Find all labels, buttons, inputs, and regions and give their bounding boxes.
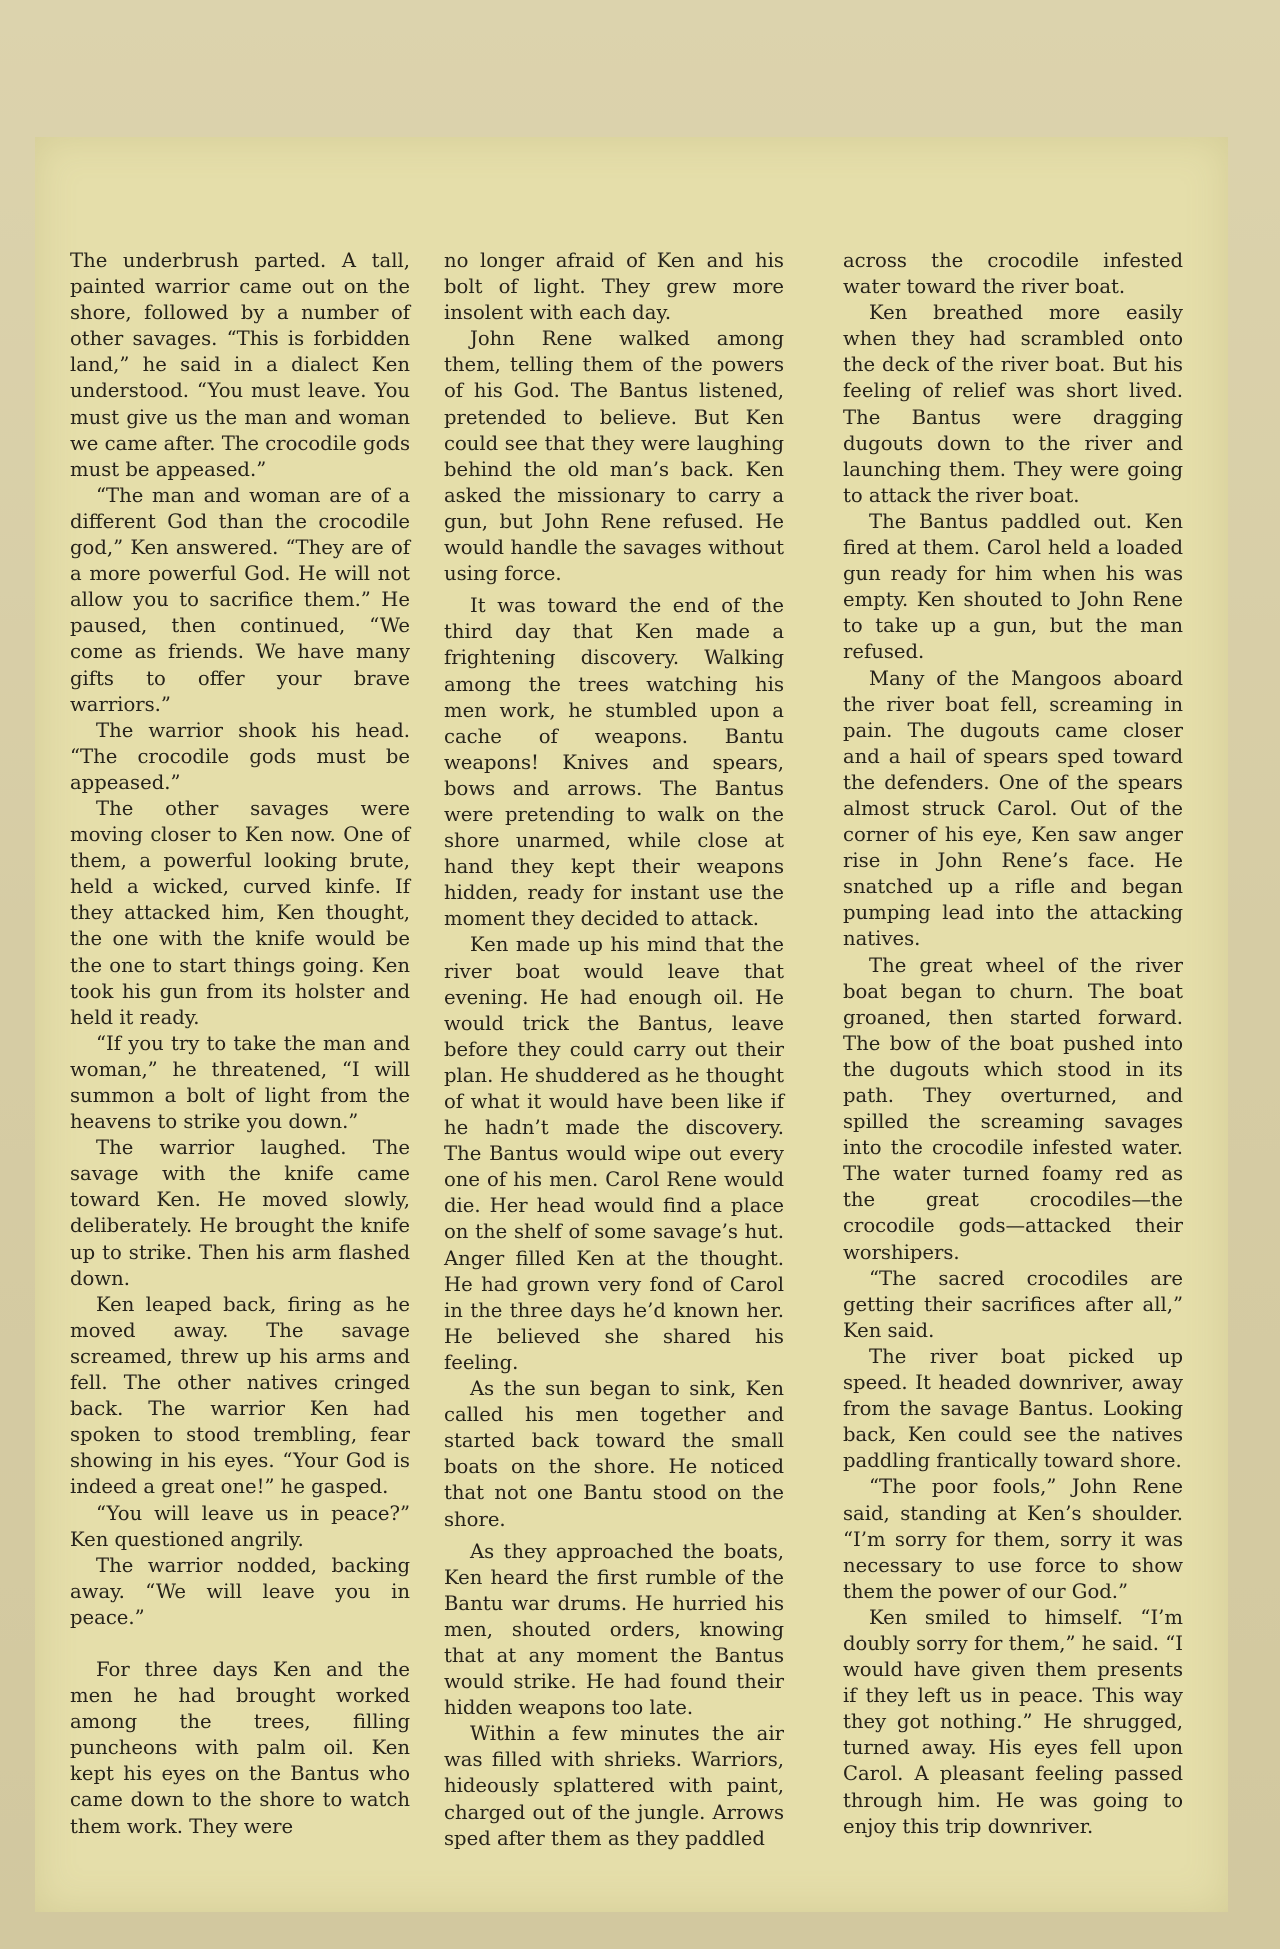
paragraph: Ken made up his mind that the river boat would leave that evening. He had enough oil. He would trick the Bantus, leave before they could carry out their plan. He shuddered as he thought of what it would have been like if he hadn’t made the discovery. The Bantus would wipe out every one of his men. Carol Rene would die. Her head would find a place on the shelf of some savage’s hut. Anger filled Ken at the thought. He had grown very fond of Carol in the three days he’d known her. He believed she shared his feeling. bbox=[444, 933, 784, 1374]
paragraph: As they approached the boats, Ken heard the first rumble of the Bantu war drums. He hurried his men, shouted orders, knowing that at any moment the Bantus would strike. He had found their hidden weapons too late. bbox=[444, 1539, 784, 1720]
paragraph: The warrior laughed. The savage with the knife came toward Ken. He moved slowly, deliberately. He brought the knife up to strike. Then his arm flashed down. bbox=[70, 1136, 410, 1290]
paragraph: “If you try to take the man and woman,” he threatened, “I will summon a bolt of light from the heavens to strike you down.” bbox=[70, 1031, 410, 1134]
paragraph: Within a few minutes the air was filled with shrieks. Warriors, hideously splattered with paint, charged out of the jungle. Arrows sped after them as they paddled bbox=[444, 1722, 784, 1850]
paragraph: The underbrush parted. A tall, painted warrior came out on the shore, followed by a number of other savages. “This is forbidden land,” he said in a dialect Ken understood. “You must leave. You must give us the man and woman we came after. The crocodile gods must be appeased.” bbox=[70, 249, 410, 481]
paragraph: across the crocodile infested water toward the river boat. bbox=[843, 249, 1183, 299]
paragraph: Ken leaped back, firing as he moved away. The savage screamed, threw up his arms and fell. The other natives cringed back. The warrior Ken had spoken to stood trembling, fear showing in his eyes. “Your God is indeed a great one!” he gasped. bbox=[70, 1292, 410, 1499]
paragraph: “You will leave us in peace?” Ken questioned angrily. bbox=[70, 1501, 410, 1551]
paragraph: The warrior nodded, backing away. “We will leave you in peace.” bbox=[70, 1553, 410, 1629]
paragraph: The warrior shook his head. “The crocodile gods must be appeased.” bbox=[70, 718, 410, 794]
paragraph: As the sun began to sink, Ken called his men together and started back toward the small boats on the shore. He noticed that not one Bantu stood on the shore. bbox=[444, 1377, 784, 1531]
paragraph: It was toward the end of the third day that Ken made a frightening discovery. Walking among the trees watching his men work, he stumbled upon a cache of weapons. Bantu weapons! Knives and spears, bows and arrows. The Bantus were pretending to walk on the shore unarmed, while close at hand they kept their weapons hidden, ready for instant use the moment they decided to attack. bbox=[444, 594, 784, 931]
paragraph: “The sacred crocodiles are getting their sacrifices after all,” Ken said. bbox=[843, 1266, 1183, 1342]
paragraph: Ken smiled to himself. “I’m doubly sorry for them,” he said. “I would have given them presents if they left us in peace. This way they got nothing.” He shrugged, turned away. His eyes fell upon Carol. A pleasant feeling passed through him. He was going to enjoy this trip downriver. bbox=[843, 1605, 1183, 1838]
paragraph: Ken breathed more easily when they had scrambled onto the deck of the river boat. But his feeling of relief was short lived. The Bantus were dragging dugouts down to the river and launching them. They were going to attack the river boat. bbox=[843, 301, 1183, 507]
text-column-3 bbox=[843, 248, 1183, 1840]
paragraph: The other savages were moving closer to Ken now. One of them, a powerful looking brute, held a wicked, curved kinfe. If they attacked him, Ken thought, the one with the knife would be the one to start things going. Ken took his gun from its holster and held it ready. bbox=[70, 796, 410, 1029]
paragraph: Many of the Mangoos aboard the river boat fell, screaming in pain. The dugouts came closer and a hail of spears sped toward the defenders. One of the spears almost struck Carol. Out of the corner of his eye, Ken saw anger rise in John Rene’s face. He snatched up a rifle and began pumping lead into the attacking natives. bbox=[843, 666, 1183, 951]
text-column-1 bbox=[70, 248, 410, 1840]
paragraph: “The man and woman are of a different God than the crocodile god,” Ken answered. “They are of a more powerful God. He will not allow you to sacrifice them.” He paused, then continued, “We come as friends. We have many gifts to offer your brave warriors.” bbox=[70, 483, 410, 716]
paragraph: “The poor fools,” John Rene said, standing at Ken’s shoulder. “I’m sorry for them, sorry it was necessary to use force to show them the power of our God.” bbox=[843, 1475, 1183, 1603]
paragraph: no longer afraid of Ken and his bolt of light. They grew more insolent with each day. bbox=[444, 249, 784, 325]
text-column-2 bbox=[444, 248, 784, 1852]
paragraph: The great wheel of the river boat began to churn. The boat groaned, then started forward. The bow of the boat pushed into the dugouts which stood in its path. They overturned, and spilled the screaming savages into the crocodile infested water. The water turned foamy red as the great crocodiles—the crocodile gods—attacked their worshipers. bbox=[843, 953, 1183, 1264]
paragraph: The Bantus paddled out. Ken fired at them. Carol held a loaded gun ready for him when his was empty. Ken shouted to John Rene to take up a gun, but the man refused. bbox=[843, 509, 1183, 664]
paragraph: John Rene walked among them, telling them of the powers of his God. The Bantus listened, pretended to believe. But Ken could see that they were laughing behind the old man’s back. Ken asked the missionary to carry a gun, but John Rene refused. He would handle the savages without using force. bbox=[444, 327, 784, 586]
paragraph: For three days Ken and the men he had brought worked among the trees, filling puncheons with palm oil. Ken kept his eyes on the Bantus who came down to the shore to watch them work. They were bbox=[70, 1657, 410, 1838]
paragraph: The river boat picked up speed. It headed downriver, away from the savage Bantus. Looking back, Ken could see the natives paddling frantically toward shore. bbox=[843, 1344, 1183, 1473]
